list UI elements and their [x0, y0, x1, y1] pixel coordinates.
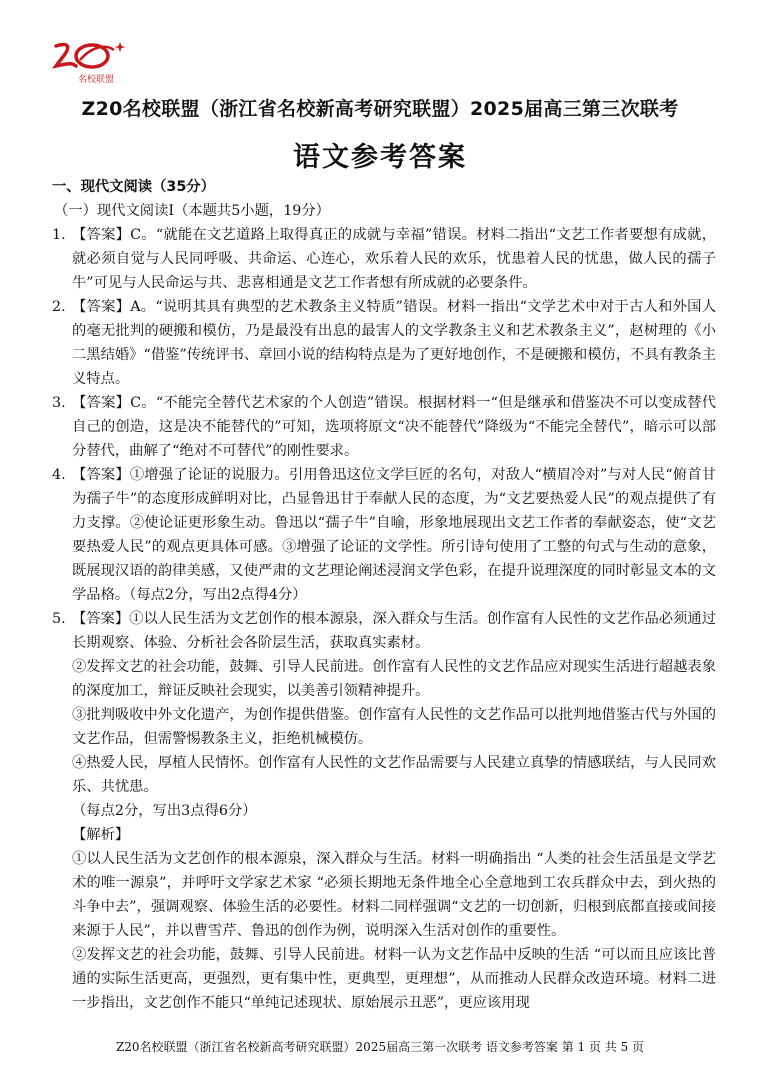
section-heading: 一、现代文阅读（35分）	[52, 179, 215, 195]
question-number: 4.	[52, 467, 66, 483]
question-3	[52, 391, 716, 463]
question-number: 5.	[52, 611, 66, 627]
logo	[50, 40, 140, 86]
answer-point: ②发挥文艺的社会功能，鼓舞、引导人民前进。创作富有人民性的文艺作品应对现实生活进行超越表象的深度加工，辩证反映社会现实，以美善引领精神提升。	[72, 659, 716, 699]
analysis-label: 【解析】	[72, 827, 130, 843]
answer-body	[52, 175, 716, 1015]
page-footer: Z20名校联盟（浙江省名校新高考研究联盟）2025届高三第一次联考 语文参考答案 第 1 页 共 5 页	[115, 1040, 645, 1054]
question-text: 【答案】A。“说明其具有典型的艺术教条主义特质”错误。材料一指出“文学艺术中对于古人和外国人的毫无批判的硬搬和模仿，乃是最没有出息的最害人的文学教条主义和艺术教条主义”，赵树理的《小二黑结婚》“借鉴”传统评书、章回小说的结构特点是为了更好地创作，不是硬搬和模仿，不具有教条主义特点。	[72, 299, 716, 387]
question-2	[52, 295, 716, 391]
scoring-note: （每点2分，写出3点得6分）	[72, 803, 257, 819]
analysis-paragraph: ②发挥文艺的社会功能，鼓舞、引导人民前进。材料一认为文艺作品中反映的生活 “可以而且应该比普通的实际生活更高，更强烈，更有集中性，更典型，更理想”，从而推动人民群众改造环境。材料二进一步指出，文艺创作不能只“单纯记述现状、原始展示丑恶”，更应该用现	[72, 947, 716, 1011]
question-text: 【答案】C。“不能完全替代艺术家的个人创造”错误。根据材料一“但是继承和借鉴决不可以变成替代自己的创造，这是决不能替代的”可知，选项将原文“决不能替代”降级为“不能完全替代”，暗示可以部分替代，曲解了“绝对不可替代”的刚性要求。	[72, 395, 716, 459]
z20-logo-icon	[50, 40, 130, 74]
question-text: 【答案】C。“就能在文艺道路上取得真正的成就与幸福”错误。材料二指出“文艺工作者要想有成就，就必须自觉与人民同呼吸、共命运、心连心，欢乐着人民的欢乐，忧患着人民的忧患，做人民的孺子牛”可见与人民命运与共、悲喜相通是文艺工作者想有所成就的必要条件。	[72, 227, 716, 291]
question-4	[52, 463, 716, 607]
answer-point: ③批判吸收中外文化遗产，为创作提供借鉴。创作富有人民性的文艺作品可以批判地借鉴古代与外国的文艺作品，但需警惕教条主义，拒绝机械模仿。	[72, 707, 716, 747]
answer-point: ④热爱人民，厚植人民情怀。创作富有人民性的文艺作品需要与人民建立真挚的情感联结，与人民同欢乐、共忧患。	[72, 755, 716, 795]
question-number: 3.	[52, 395, 66, 411]
question-1	[52, 223, 716, 295]
question-text: 【答案】①以人民生活为文艺创作的根本源泉，深入群众与生活。创作富有人民性的文艺作品必须通过长期观察、体验、分析社会各阶层生活，获取真实素材。	[72, 611, 716, 651]
question-text: 【答案】①增强了论证的说服力。引用鲁迅这位文学巨匠的名句，对敌人“横眉冷对”与对人民“俯首甘为孺子牛”的态度形成鲜明对比，凸显鲁迅甘于奉献人民的态度，为“文艺要热爱人民”的观点提供了有力支撑。②使论证更形象生动。鲁迅以“孺子牛”自喻，形象地展现出文艺工作者的奉献姿态，使“文艺要热爱人民”的观点更具体可感。③增强了论证的文学性。所引诗句使用了工整的句式与生动的意象，既展现汉语的韵律美感，又使严肃的文艺理论阐述浸润文学色彩，在提升说理深度的同时彰显文本的文学品格。（每点2分，写出2点得4分）	[72, 467, 716, 603]
question-5	[52, 607, 716, 655]
page-subtitle: 语文参考答案	[293, 142, 467, 173]
question-number: 2.	[52, 299, 66, 315]
logo-text: 名校联盟	[78, 75, 115, 85]
page-title: Z20名校联盟（浙江省名校新高考研究联盟）2025届高三第三次联考	[81, 98, 679, 120]
analysis-paragraph: ①以人民生活为文艺创作的根本源泉，深入群众与生活。材料一明确指出 “人类的社会生活虽是文学艺术的唯一源泉”，并呼吁文学家艺术家 “必须长期地无条件地全心全意地到工农兵群众中去，到火热的斗争中去”，强调观察、体验生活的必要性。材料二同样强调“文艺的一切创新，归根到底都直接或间接来源于人民”，并以曹雪芹、鲁迅的创作为例，说明深入生活对创作的重要性。	[72, 851, 716, 939]
question-number: 1.	[52, 227, 66, 243]
subsection-heading: （一）现代文阅读Ⅰ（本题共5小题，19分）	[54, 203, 330, 219]
